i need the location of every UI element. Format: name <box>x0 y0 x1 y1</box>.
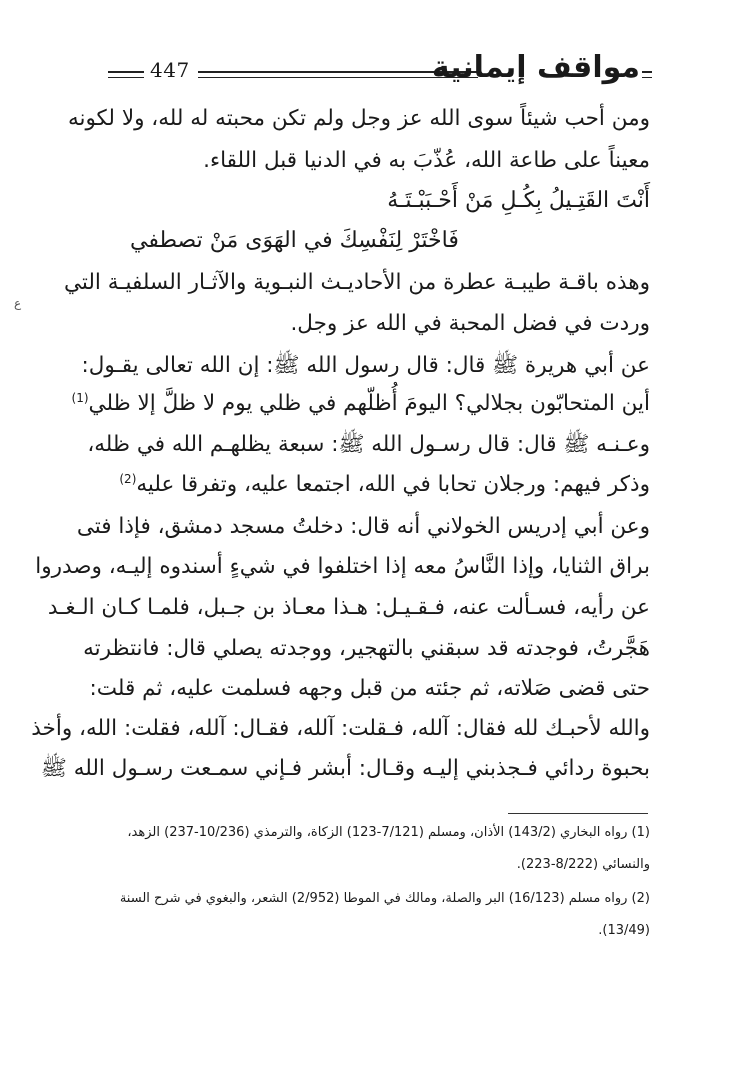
text-line <box>71 391 650 417</box>
footnote-line: (13/49). <box>598 923 650 938</box>
text-line: وعـنـه ﷺ قال: قال رسـول الله ﷺ: سبعة يظلهـم الله في ظله، <box>87 432 650 457</box>
text-line: هَجَّرتُ، فوجدته قد سبقني بالتهجير، ووجدته يصلي قال: فانتظرته <box>83 636 650 661</box>
text-line: عن رأيه، فسـألت عنه، فـقـيـل: هـذا معـاذ بن جـبل، فلمـا كـان الـغـد <box>47 595 650 620</box>
header-rule-right <box>642 71 652 73</box>
footnote-line: والنسائي (8/222-223). <box>516 857 650 872</box>
header-rule-right-2 <box>642 77 652 78</box>
running-title: مواقف إيمانية <box>431 50 640 85</box>
text-line: حتى قضى صَلاته، ثم جئته من قبل وجهه فسلمت عليه، ثم قلت: <box>89 676 650 701</box>
footnote-line: (2) رواه مسلم (16/123) البر والصلة، ومالك في الموطا (2/952) الشعر، والبغوي في شرح السنة <box>119 891 650 906</box>
text-line: والله لأحبـك لله فقال: آلله، فـقلت: آلله، فقـال: آلله، فقلت: الله، وأخذ <box>31 716 650 741</box>
text-line: عن أبي هريرة ﷺ قال: قال رسول الله ﷺ: إن الله تعالى يقـول: <box>81 353 650 378</box>
page-number: 447 <box>150 58 190 82</box>
text-line: ومن أحب شيئاً سوى الله عز وجل ولم تكن محبته له لله، ولا لكونه <box>67 106 650 131</box>
header-rule-left <box>108 71 144 73</box>
text-line: وهذه باقـة طيبـة عطرة من الأحاديـث النبـوية والآثـار السلفيـة التي <box>63 270 650 295</box>
footnote-marker: (2) <box>119 472 137 486</box>
text-line: براق الثنايا، وإذا النَّاسُ معه إذا اختلفوا في شيءٍ أسندوه إليـه، وصدروا <box>35 554 650 579</box>
footnote-rule <box>508 813 648 814</box>
text-line: وردت في فضل المحبة في الله عز وجل. <box>290 311 650 336</box>
text-line: معيناً على طاعة الله، عُذّبَ به في الدنيا قبل اللقاء. <box>203 148 650 173</box>
margin-mark: ع <box>14 296 22 310</box>
verse-line: أَنْتَ القَتِـيلُ بِكُـلِ مَنْ أَحْـبَبْـتَـهُ <box>387 188 650 213</box>
text-line: وعن أبي إدريس الخولاني أنه قال: دخلتُ مسجد دمشق، فإذا فتى <box>76 514 650 539</box>
text-line <box>119 472 650 498</box>
text-line: بحبوة ردائي فـجذبني إليـه وقـال: أبشر فـإني سمـعت رسـول الله ﷺ <box>40 756 650 781</box>
text-line-content: أين المتحابّون بجلالي؟ اليومَ أُظلّهم في ظلي يوم لا ظلَّ إلا ظلي <box>88 391 650 417</box>
footnote-marker: (1) <box>71 391 89 405</box>
header-rule-left-2 <box>108 77 144 78</box>
footnote-line: (1) رواه البخاري (143/2) الأذان، ومسلم (7/121-123) الزكاة، والترمذي (10/236-237) الزهد، <box>127 825 650 840</box>
verse-line: فَاخْتَرْ لِنَفْسِكَ في الهَوَى مَنْ تصطفي <box>130 228 459 253</box>
text-line-content: وذكر فيهم: ورجلان تحابا في الله، اجتمعا عليه، وتفرقا عليه <box>136 472 650 498</box>
